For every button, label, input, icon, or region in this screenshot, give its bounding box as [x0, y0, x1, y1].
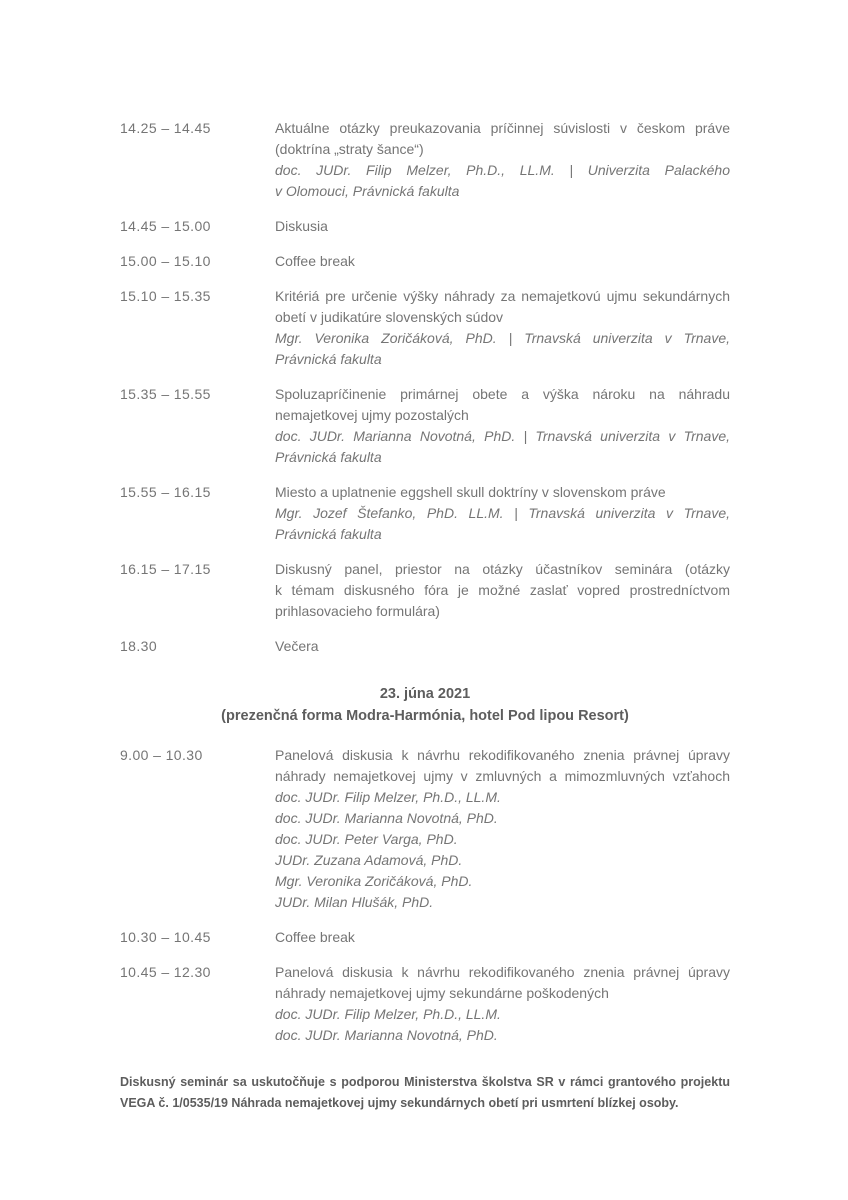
- session-title-line: Spoluzapríčinenie primárnej obete a výška nároku na náhradu: [275, 386, 730, 402]
- footer-grant-note: Diskusný seminár sa uskutočňuje s podporou Ministerstva školstva SR v rámci grantového projektu VEGA č. 1/0535/19 Náhrada nemajetkovej ujmy sekundárnych obetí pri usmrtení blízkej osoby.: [120, 1075, 730, 1110]
- speaker-line: Právnická fakulta: [275, 351, 382, 367]
- time-label: 15.00 – 15.10: [120, 253, 211, 269]
- schedule-row: [120, 216, 730, 237]
- session-content: [275, 118, 730, 202]
- time-label: 18.30: [120, 638, 158, 654]
- schedule-row: [120, 927, 730, 948]
- speaker-line: v Olomouci, Právnická fakulta: [275, 183, 460, 199]
- session-title-line: nemajetkovej ujmy pozostalých: [275, 407, 469, 423]
- session-content: [275, 927, 730, 948]
- session-title-line: Diskusia: [275, 218, 328, 234]
- session-title-line: Coffee break: [275, 253, 355, 269]
- session-content: [275, 745, 730, 913]
- time-label: 15.10 – 15.35: [120, 288, 211, 304]
- schedule-row: [120, 286, 730, 370]
- speaker-line: doc. JUDr. Peter Varga, PhD.: [275, 831, 458, 847]
- schedule-row: [120, 559, 730, 622]
- session-content: [275, 216, 730, 237]
- speaker-line: Právnická fakulta: [275, 526, 382, 542]
- session-title-line: prihlasovacieho formulára): [275, 603, 440, 619]
- time-label: 16.15 – 17.15: [120, 561, 211, 577]
- session-title-line: Aktuálne otázky preukazovania príčinnej súvislosti v českom práve: [275, 120, 730, 136]
- session-title-line: Diskusný panel, priestor na otázky účastníkov seminára (otázky: [275, 561, 730, 577]
- day2-venue-heading: (prezenčná forma Modra-Harmónia, hotel Pod lipou Resort): [221, 708, 629, 724]
- session-title-line: k témam diskusného fóra je možné zaslať vopred prostredníctvom: [275, 582, 730, 598]
- session-content: [275, 636, 730, 657]
- speaker-line: Právnická fakulta: [275, 449, 382, 465]
- speaker-line: Mgr. Jozef Štefanko, PhD. LL.M. | Trnavská univerzita v Trnave,: [275, 505, 730, 521]
- speaker-line: doc. JUDr. Marianna Novotná, PhD. | Trnavská univerzita v Trnave,: [275, 428, 730, 444]
- speaker-line: doc. JUDr. Marianna Novotná, PhD.: [275, 810, 498, 826]
- session-content: [275, 482, 730, 545]
- time-label: 9.00 – 10.30: [120, 747, 203, 763]
- session-content: [275, 251, 730, 272]
- schedule-row: [120, 251, 730, 272]
- time-label: 14.25 – 14.45: [120, 120, 211, 136]
- session-title-line: náhrady nemajetkovej ujmy v zmluvných a mimozmluvných vzťahoch: [275, 768, 730, 784]
- schedule-row: [120, 384, 730, 468]
- day2-header: [120, 683, 730, 727]
- session-content: [275, 286, 730, 370]
- session-title-line: Panelová diskusia k návrhu rekodifikovaného znenia právnej úpravy: [275, 747, 730, 763]
- session-title-line: náhrady nemajetkovej ujmy sekundárne poškodených: [275, 985, 609, 1001]
- session-title-line: Coffee break: [275, 929, 355, 945]
- session-title-line: Panelová diskusia k návrhu rekodifikovaného znenia právnej úpravy: [275, 964, 730, 980]
- day2-date-heading: 23. júna 2021: [379, 686, 471, 702]
- session-content: [275, 384, 730, 468]
- speaker-line: JUDr. Milan Hlušák, PhD.: [275, 894, 434, 910]
- speaker-line: Mgr. Veronika Zoričáková, PhD. | Trnavská univerzita v Trnave,: [275, 330, 730, 346]
- time-label: 14.45 – 15.00: [120, 218, 211, 234]
- time-label: 10.30 – 10.45: [120, 929, 211, 945]
- schedule-row: [120, 118, 730, 202]
- time-label: 15.55 – 16.15: [120, 484, 211, 500]
- time-label: 15.35 – 15.55: [120, 386, 211, 402]
- speaker-line: JUDr. Zuzana Adamová, PhD.: [275, 852, 463, 868]
- session-content: [275, 559, 730, 622]
- speaker-line: doc. JUDr. Marianna Novotná, PhD.: [275, 1027, 498, 1043]
- schedule-row: [120, 482, 730, 545]
- session-title-line: Večera: [275, 638, 319, 654]
- speaker-line: Mgr. Veronika Zoričáková, PhD.: [275, 873, 473, 889]
- day2-schedule: [120, 745, 730, 1046]
- speaker-line: doc. JUDr. Filip Melzer, Ph.D., LL.M.: [275, 789, 501, 805]
- session-title-line: obetí v judikatúre slovenských súdov: [275, 309, 504, 325]
- session-title-line: (doktrína „straty šance“): [275, 141, 424, 157]
- speaker-line: doc. JUDr. Filip Melzer, Ph.D., LL.M.: [275, 1006, 501, 1022]
- day1-schedule: [120, 118, 730, 657]
- schedule-row: [120, 745, 730, 913]
- session-title-line: Miesto a uplatnenie eggshell skull doktríny v slovenskom práve: [275, 484, 666, 500]
- schedule-row: [120, 962, 730, 1046]
- schedule-row: [120, 636, 730, 657]
- time-label: 10.45 – 12.30: [120, 964, 211, 980]
- session-content: [275, 962, 730, 1046]
- session-title-line: Kritériá pre určenie výšky náhrady za nemajetkovú ujmu sekundárnych: [275, 288, 730, 304]
- speaker-line: doc. JUDr. Filip Melzer, Ph.D., LL.M. | Univerzita Palackého: [275, 162, 730, 178]
